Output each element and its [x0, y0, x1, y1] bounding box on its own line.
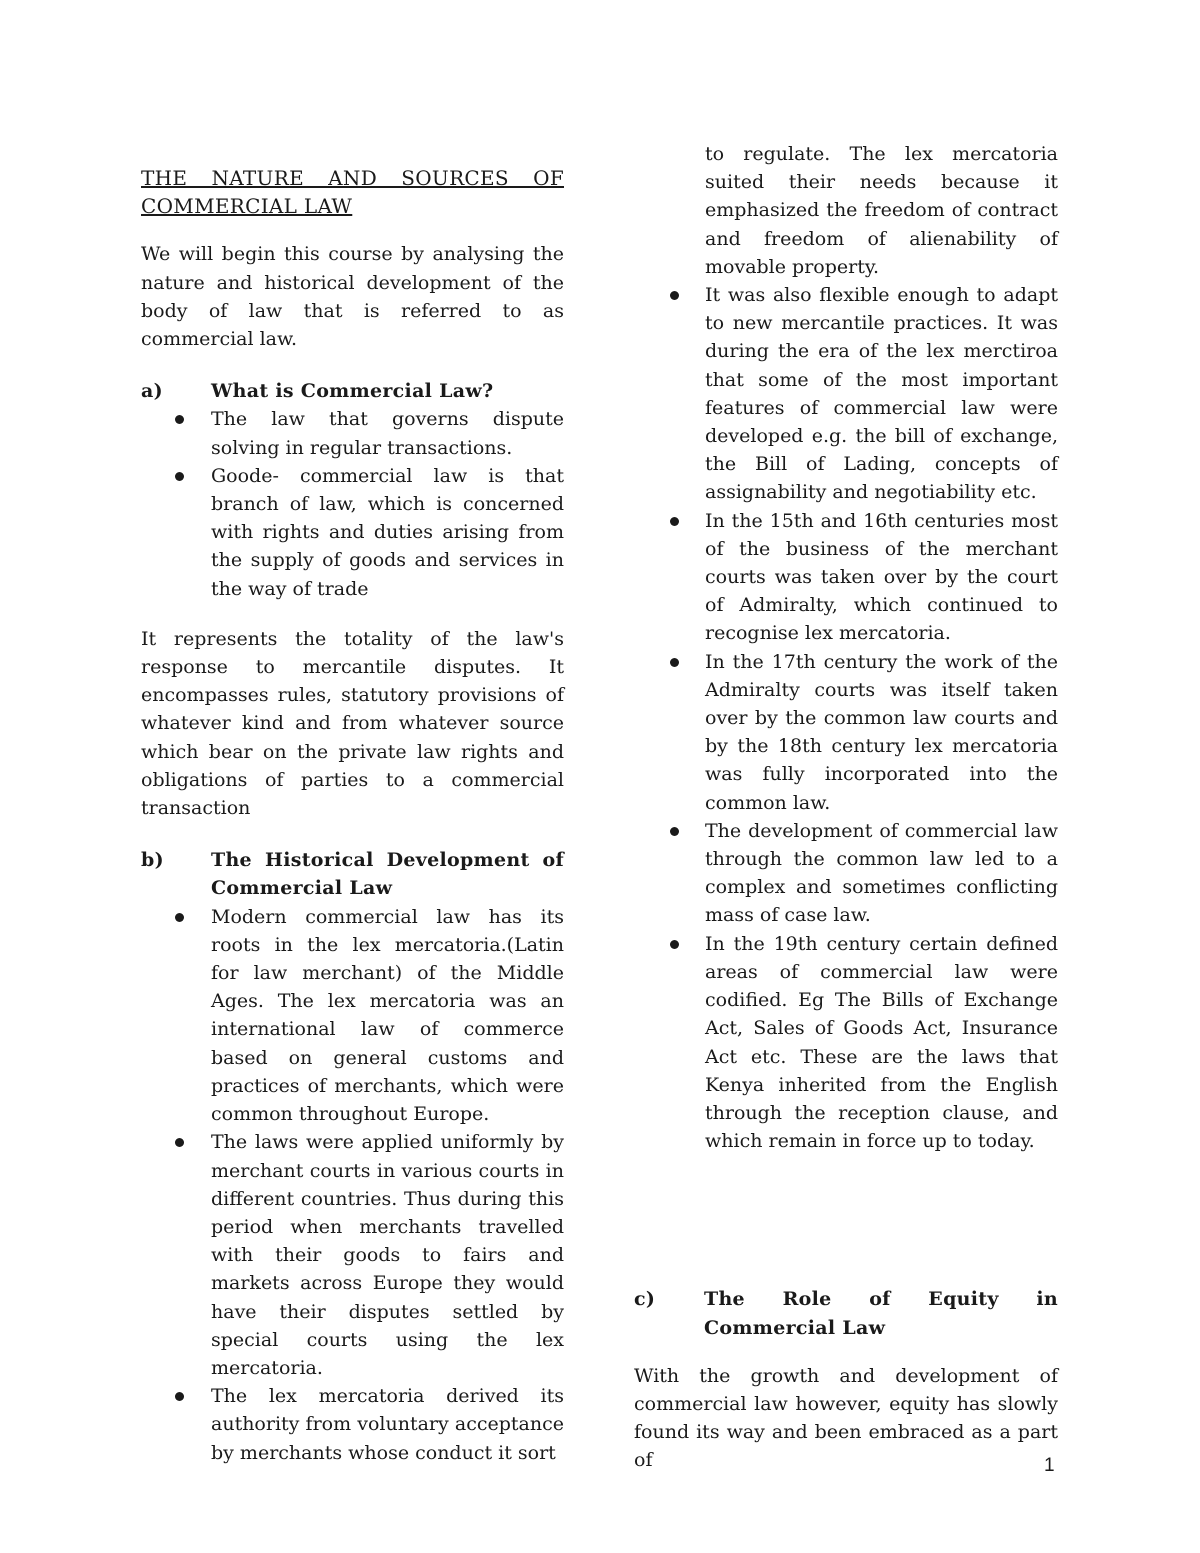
list-item — [634, 507, 1058, 648]
section-a-heading — [141, 377, 564, 405]
section-c-title: The Role of Equity in Commercial Law — [704, 1288, 1058, 1339]
bullet-icon — [670, 517, 679, 526]
section-a-list — [141, 405, 564, 602]
section-b-title: The Historical Development of Commercial Law — [211, 849, 564, 900]
list-item — [141, 1382, 564, 1467]
list-item-text: In the 17th century the work of the Admiralty courts was itself taken over by the common law courts and by the 18th century lex mercatoria was fully incorporated into the common law. — [705, 650, 1058, 814]
section-b-heading — [141, 846, 564, 902]
section-b-label: b) — [141, 849, 164, 872]
section-c-heading — [634, 1285, 1058, 1341]
section-a-label: a) — [141, 380, 163, 403]
list-item — [634, 281, 1058, 507]
list-item-text: In the 15th and 16th centuries most of the business of the merchant courts was taken over by the court of Admiralty, which continued to recognise lex mercatoria. — [705, 509, 1058, 645]
list-item — [634, 817, 1058, 930]
continuation-text: to regulate. The lex mercatoria suited their needs because it emphasized the freedom of contract and freedom of alienability of movable property. — [705, 143, 1058, 278]
list-item-text: The development of commercial law through the common law led to a complex and sometimes conflicting mass of case law. — [705, 819, 1058, 927]
bullet-icon — [670, 291, 679, 300]
page-number: 1 — [1044, 1455, 1055, 1476]
bullet-icon — [670, 827, 679, 836]
list-item-text: The law that governs dispute solving in regular transactions. — [211, 408, 564, 459]
intro-paragraph: We will begin this course by analysing the nature and historical development of the body of law that is referred to as commercial law. — [141, 243, 564, 351]
bullet-icon — [175, 1392, 184, 1401]
section-c-paragraph: With the growth and development of commercial law however, equity has slowly found its way and been embraced as a part of — [634, 1364, 1058, 1472]
section-a-title: What is Commercial Law? — [211, 380, 494, 403]
list-item — [141, 405, 564, 461]
section-b-list — [141, 903, 564, 1467]
bullet-icon — [175, 415, 184, 424]
document-title: THE NATURE AND SOURCES OF COMMERCIAL LAW — [141, 166, 564, 219]
list-item-text: Modern commercial law has its roots in the lex mercatoria.(Latin for law merchant) of the Middle Ages. The lex mercatoria was an international law of commerce based on general customs and practices of merchants, which were common throughout Europe. — [211, 905, 564, 1126]
bullet-icon — [670, 658, 679, 667]
bullet-icon — [670, 940, 679, 949]
list-item-text: The lex mercatoria derived its authority from voluntary acceptance by merchants whose conduct it sort — [211, 1385, 564, 1464]
left-column — [141, 140, 564, 1467]
list-item — [634, 930, 1058, 1156]
section-b-list-continued — [634, 281, 1058, 1155]
list-item — [634, 648, 1058, 817]
bullet-icon — [175, 913, 184, 922]
bullet-icon — [175, 1138, 184, 1147]
section-c-label: c) — [634, 1288, 656, 1311]
list-item-text: The laws were applied uniformly by merchant courts in various courts in different countries. Thus during this period when merchants travelled with their goods to fairs and markets across Europe they would have their disputes settled by special courts using the lex mercatoria. — [211, 1131, 564, 1379]
list-item — [141, 1128, 564, 1382]
list-item-text: In the 19th century certain defined areas of commercial law were codified. Eg The Bills of Exchange Act, Sales of Goods Act, Insurance Act etc. These are the laws that Kenya inherited from the English through the reception clause, and which remain in force up to today. — [705, 932, 1058, 1153]
bullet-icon — [175, 472, 184, 481]
list-item — [141, 903, 564, 1129]
list-item — [141, 462, 564, 603]
right-column — [634, 140, 1058, 1475]
list-item-text: It was also flexible enough to adapt to new mercantile practices. It was during the era of the lex merctiroa that some of the most important features of commercial law were developed e.g. the bill of exchange, the Bill of Lading, concepts of assignability and negotiability etc. — [705, 284, 1058, 504]
list-item-text: Goode- commercial law is that branch of law, which is concerned with rights and duties arising from the supply of goods and services in the way of trade — [211, 464, 564, 600]
paragraph-2: It represents the totality of the law's response to mercantile disputes. It encompasses rules, statutory provisions of whatever kind and from whatever source which bear on the private law rights and obligations of parties to a commercial transaction — [141, 627, 564, 820]
